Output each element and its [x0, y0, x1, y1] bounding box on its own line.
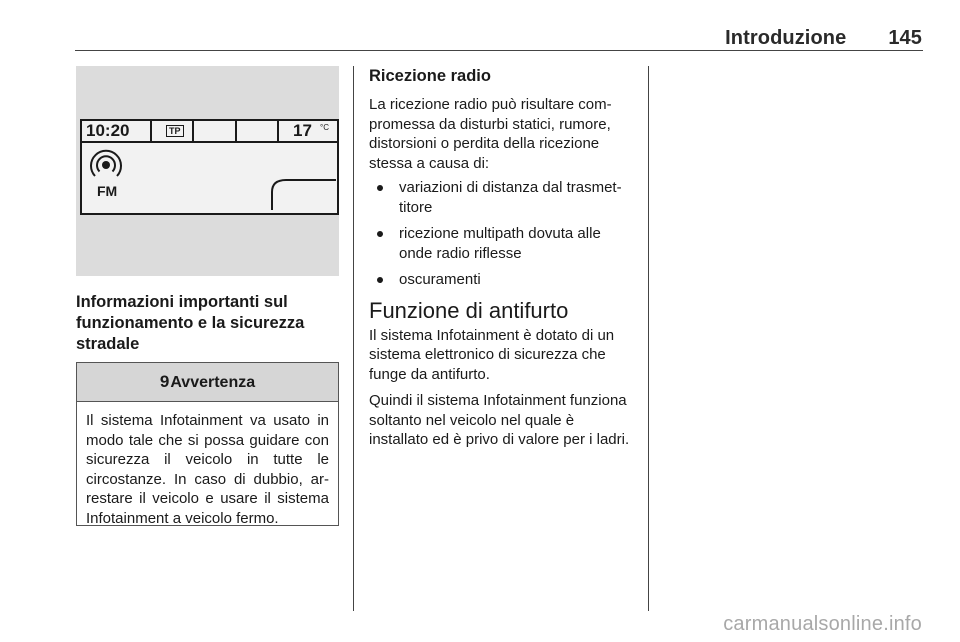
bullet-icon [377, 185, 383, 191]
warning-triangle-icon: 9 [159, 372, 170, 391]
warning-header [77, 363, 338, 402]
page-number: 145 [888, 27, 922, 49]
running-head [725, 27, 922, 50]
antitheft-paragraph-1: Il sistema Infotainment è dotato di un sistema elettronico di sicurezza che funge da antifurto. [369, 326, 615, 383]
section-heading-safety: Informazioni importanti sul funzionamento e la sicurezza stradale [76, 293, 305, 353]
display-temperature: 17 [293, 121, 312, 140]
display-arc-graphic [270, 176, 336, 212]
display-status-bar [82, 121, 337, 143]
tp-indicator: TP [166, 125, 184, 137]
list-item: ricezione multipath dovuta alle onde radio riflesse [369, 224, 635, 263]
heading-radio-reception: Ricezione radio [369, 67, 491, 85]
right-column [369, 66, 635, 450]
heading-antitheft: Funzione di antifurto [369, 297, 569, 323]
warning-text: Il sistema Infotainment va usato in modo tale che si possa guidare con sicurezza il veicolo in tutte le circostanze. In caso di dubbio, arrestare il veicolo e usare il sistema Infotainment a veicolo fermo. [86, 412, 329, 527]
watermark: carmanualsonline.info [723, 613, 922, 635]
list-item: oscuramenti [369, 270, 635, 290]
display-illustration [76, 66, 339, 276]
reception-causes-list [369, 178, 635, 290]
warning-box [76, 362, 339, 526]
chapter-title: Introduzione [725, 27, 847, 49]
infotainment-display [80, 119, 339, 215]
column-divider-left [353, 66, 354, 611]
display-clock: 10:20 [86, 121, 130, 140]
column-divider-right [648, 66, 649, 611]
bullet-icon [377, 231, 383, 237]
antitheft-paragraph-2: Quindi il sistema Infotainment funziona soltanto nel veicolo nel quale è installato ed è privo di valore per i ladri. [369, 392, 630, 448]
reception-paragraph: La ricezione radio può risultare compromessa da disturbi statici, rumore, distorsioni o perdita della ricezione stessa a causa di: [369, 96, 612, 172]
list-item: variazioni di distanza dal trasmettitore [369, 178, 635, 217]
temperature-unit: °C [320, 123, 329, 132]
radio-antenna-icon [90, 149, 132, 183]
band-label: FM [97, 183, 118, 199]
header-rule [75, 50, 923, 51]
warning-title: Avvertenza [170, 374, 256, 391]
bullet-icon [377, 277, 383, 283]
